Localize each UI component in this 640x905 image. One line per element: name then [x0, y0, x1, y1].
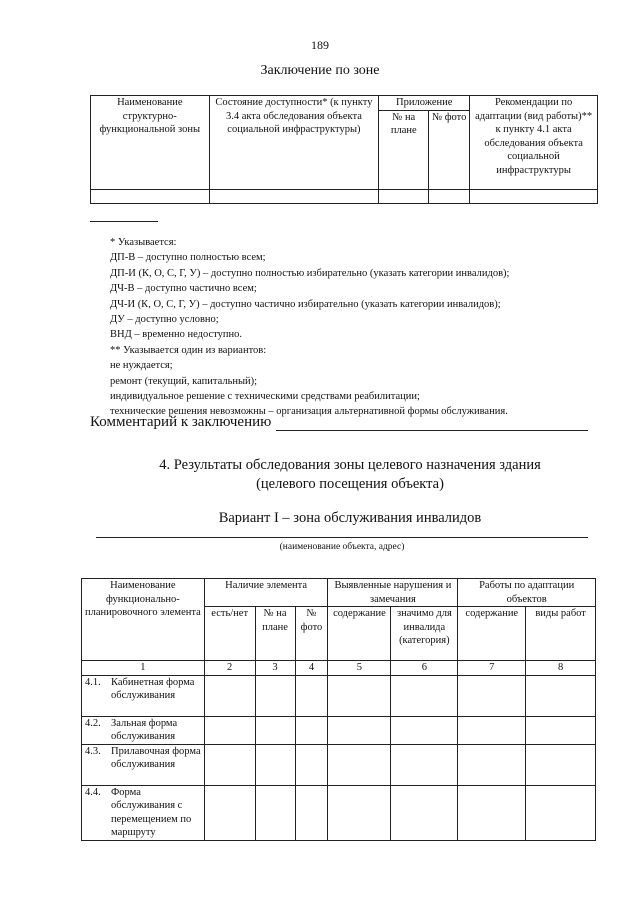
column-number: 5 [328, 661, 391, 676]
footnote-line: ** Указывается один из вариантов: [110, 344, 267, 356]
row-number: 4.3. [85, 745, 101, 757]
t2-header-name: Наименование функционально-планировочного элемента [82, 579, 205, 661]
table-row [82, 785, 596, 840]
row-name: Кабинетная форма обслуживания [111, 676, 195, 701]
row-name: Прилавочная форма обслуживания [111, 745, 201, 770]
t1-header-state: Состояние доступности* (к пункту 3.4 акта обследования объекта социальной инфраструктуры) [209, 96, 379, 190]
t2-header-yes-no: есть/нет [204, 607, 255, 661]
table-row [82, 716, 596, 744]
column-number: 2 [204, 661, 255, 676]
t1-header-plan: № на плане [379, 110, 429, 189]
footnote-divider [90, 221, 158, 222]
table-row [82, 744, 596, 785]
row-number: 4.1. [85, 676, 101, 688]
footnote-line: ДУ – доступно условно; [110, 314, 219, 326]
footnote-line: ДП-В – доступно полностью всем; [110, 252, 266, 264]
footnote-line: ремонт (текущий, капитальный); [110, 375, 258, 387]
row-number: 4.2. [85, 717, 101, 729]
t2-header-presence: Наличие элемента [204, 579, 328, 607]
t1-header-name: Наименование структурно-функциональной зоны [91, 96, 210, 190]
page-number: 189 [311, 38, 329, 52]
section-title-line1: 4. Результаты обследования зоны целевого назначения здания [159, 457, 541, 473]
t2-header-works: Работы по адаптации объектов [458, 579, 596, 607]
row-name: Зальная форма обслуживания [111, 717, 178, 742]
comment-label: Комментарий к заключению [90, 414, 272, 430]
footnote-line: индивидуальное решение с техническими средствами реабилитации; [110, 391, 420, 403]
t2-header-work-content: содержание [458, 607, 526, 661]
footnote-line: ВНД – временно недоступно. [110, 329, 243, 341]
t2-header-work-types: виды работ [526, 607, 596, 661]
t2-header-plan: № на плане [255, 607, 295, 661]
object-address-line[interactable] [96, 537, 588, 538]
row-name: Форма обслуживания с перемещением по маршруту [111, 786, 192, 838]
t2-column-numbers [82, 661, 596, 676]
t2-header-significant: значимо для инвалида (категория) [391, 607, 458, 661]
footnote-line: ДЧ-В – доступно частично всем; [110, 283, 257, 295]
t2-header-photo: № фото [295, 607, 328, 661]
t1-header-recommendations: Рекомендации по адаптации (вид работы)** к пункту 4.1 акта обследования объекта социальной инфраструктуры [470, 96, 598, 190]
footnote-line: ДП-И (К, О, С, Г, У) – доступно полностью избирательно (указать категории инвалидов); [110, 267, 510, 279]
column-number: 1 [82, 661, 205, 676]
footnotes [110, 235, 630, 420]
column-number: 3 [255, 661, 295, 676]
results-table [81, 578, 596, 841]
footnote-line: * Указывается: [110, 237, 177, 248]
t2-header-violations: Выявленные нарушения и замечания [328, 579, 458, 607]
comment-input-line[interactable] [276, 430, 588, 431]
t1-header-appendix: Приложение [379, 96, 470, 111]
column-number: 4 [295, 661, 328, 676]
table-row [82, 675, 596, 716]
t1-empty-row [91, 189, 598, 203]
column-number: 7 [458, 661, 526, 676]
footnote-line: технические решения невозможны – организация альтернативной формы обслуживания. [110, 406, 508, 418]
section-title-line2: (целевого посещения объекта) [256, 476, 444, 492]
variant-title: Вариант I – зона обслуживания инвалидов [218, 510, 482, 526]
footnote-line: не нуждается; [110, 360, 173, 372]
zone-conclusion-table [90, 95, 598, 204]
zone-conclusion-title: Заключение по зоне [260, 63, 380, 78]
t1-header-photo: № фото [429, 110, 470, 189]
row-number: 4.4. [85, 786, 101, 798]
footnote-line: ДЧ-И (К, О, С, Г, У) – доступно частично избирательно (указать категории инвалидов); [110, 298, 501, 310]
column-number: 8 [526, 661, 596, 676]
t2-header-content: содержание [328, 607, 391, 661]
object-caption: (наименование объекта, адрес) [279, 542, 405, 552]
column-number: 6 [391, 661, 458, 676]
